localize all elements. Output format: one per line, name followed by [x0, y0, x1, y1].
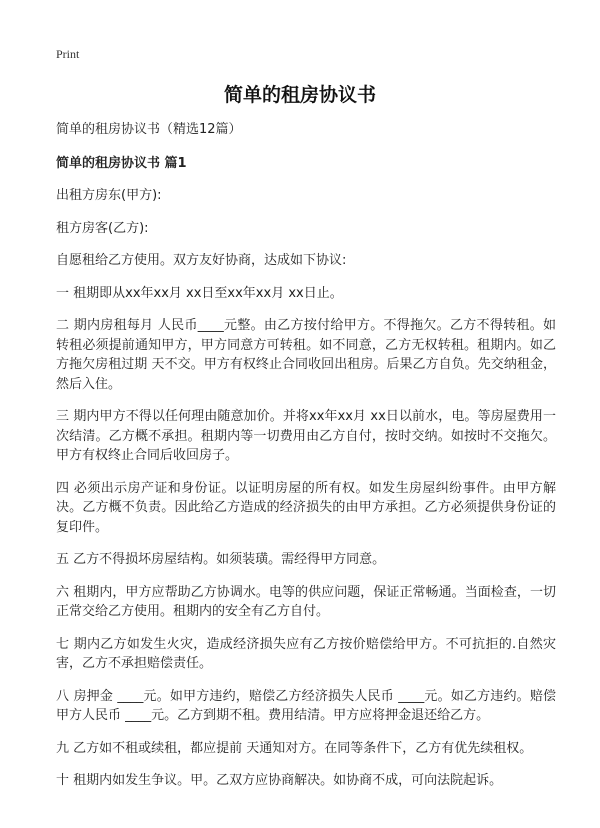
paragraph: 六 租期内，甲方应帮助乙方协调水。电等的供应问题，保证正常畅通。当面检查，一切正常交给乙方使用。租期内的安全有乙方自付。 — [56, 584, 556, 619]
paragraph: 九 乙方如不租或续租，都应提前 天通知对方。在同等条件下，乙方有优先续租权。 — [56, 740, 533, 756]
paragraph: 出租方房东(甲方): — [56, 188, 162, 203]
paragraph: 五 乙方不得损坏房屋结构。如须装璜。需经得甲方同意。 — [56, 552, 386, 567]
document-subtitle: 简单的租房协议书（精选12篇） — [56, 122, 242, 137]
document-body — [56, 120, 556, 804]
paragraph: 七 期内乙方如发生火灾，造成经济损失应有乙方按价赔偿给甲方。不可抗拒的.自然灾害，乙方不承担赔偿责任。 — [56, 636, 556, 671]
paragraph: 八 房押金 ____元。如甲方违约，赔偿乙方经济损失人民币 ____元。如乙方违约。赔偿甲方人民币 ____元。乙方到期不租。费用结清。甲方应将押金退还给乙方。 — [56, 688, 556, 723]
paragraph: 租方房客(乙方): — [56, 220, 149, 236]
paragraph: 四 必须出示房产证和身份证。以证明房屋的所有权。如发生房屋纠纷事件。由甲方解决。乙方概不负责。因此给乙方造成的经济损失的由甲方承担。乙方必须提供身份证的复印件。 — [56, 480, 556, 535]
paragraph: 一 租期即从xx年xx月 xx日至xx年xx月 xx日止。 — [56, 285, 343, 301]
document-title: 简单的租房协议书 — [223, 84, 376, 106]
section-heading: 简单的租房协议书 篇1 — [56, 155, 187, 171]
paragraph: 自愿租给乙方使用。双方友好协商，达成如下协议: — [56, 253, 347, 268]
paragraph: 二 期内房租每月 人民币____元整。由乙方按付给甲方。不得拖欠。乙方不得转租。如转租必须提前通知甲方，甲方同意方可转租。如不同意，乙方无权转租。租期内。如乙方拖欠房租过期 天不交。甲方有权终止合同收回出租房。后果乙方自负。先交纳租金，然后入住。 — [56, 318, 556, 392]
paragraph: 三 期内甲方不得以任何理由随意加价。并将xx年xx月 xx日以前水，电。等房屋费用一次结清。乙方概不承担。租期内等一切费用由乙方自付，按时交纳。如按时不交拖欠。甲方有权终止合同后收回房子。 — [56, 409, 556, 463]
paragraph: 十 租期内如发生争议。甲。乙双方应协商解决。如协商不成，可向法院起诉。 — [56, 773, 503, 788]
print-label: Print — [56, 47, 80, 61]
